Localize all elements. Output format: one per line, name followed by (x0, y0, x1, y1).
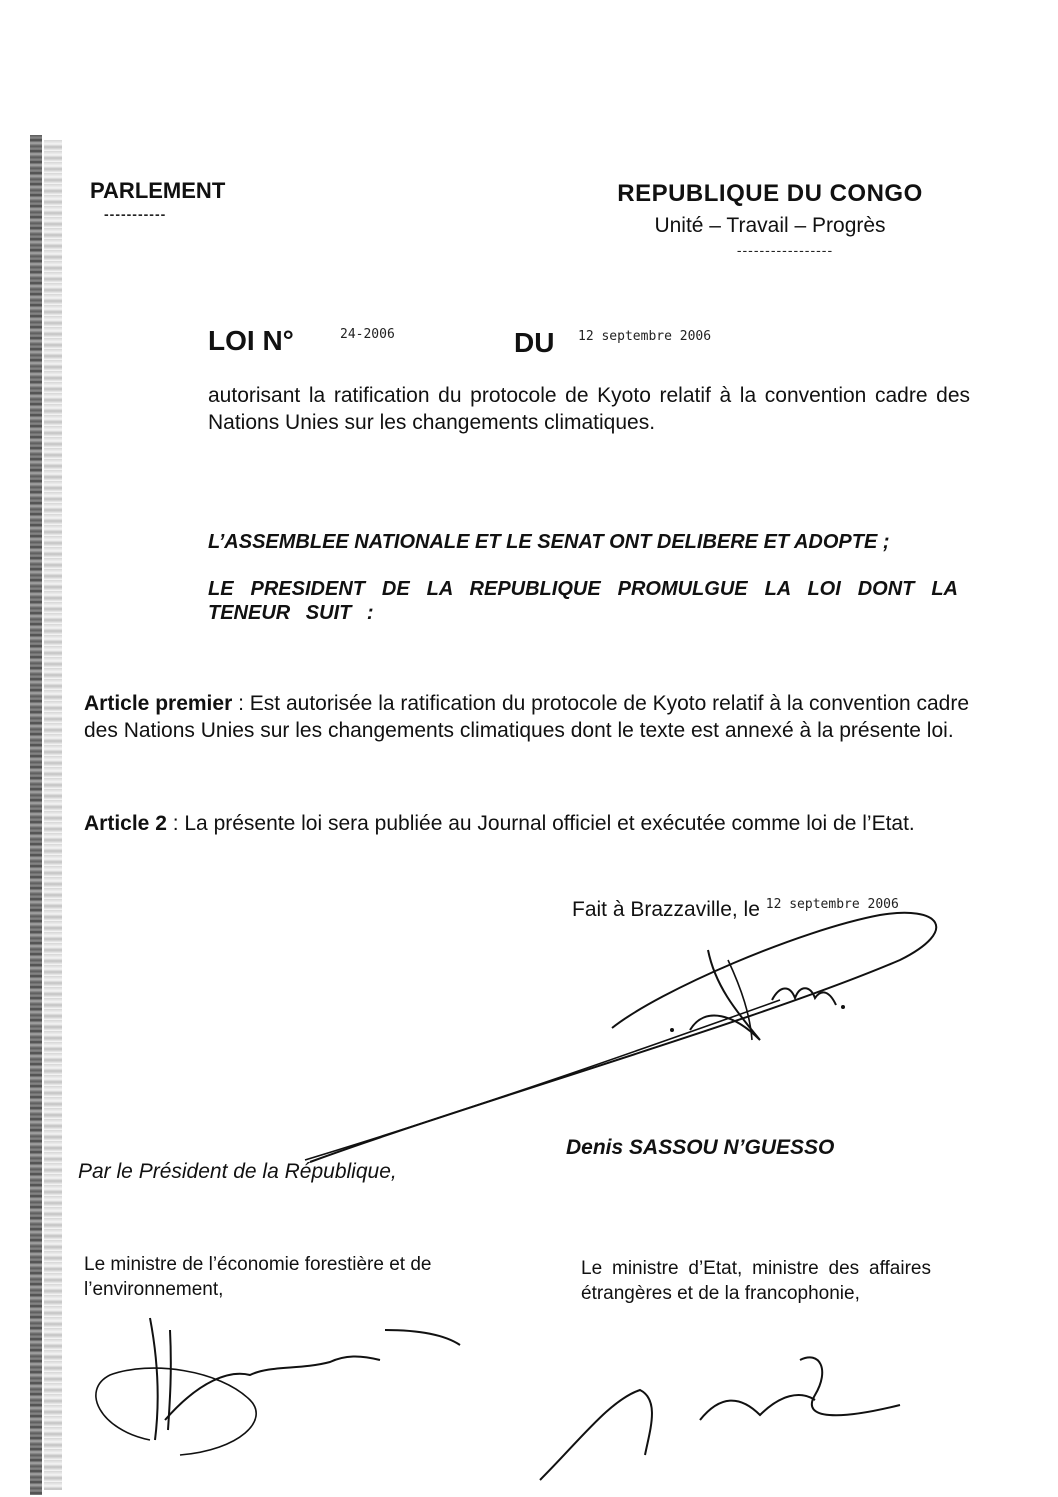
president-name: Denis SASSOU N’GUESSO (566, 1136, 835, 1159)
by-president: Par le Président de la République, (78, 1160, 397, 1183)
article-premier-label: Article premier (84, 692, 233, 715)
article-premier-text: : Est autorisée la ratification du protocole de Kyoto relatif à la convention cadre des Nations Unies sur les changements climatiques dont le texte est annexé à la présente loi. (84, 692, 969, 742)
parlement-title: PARLEMENT (90, 178, 226, 203)
minister-left-title: Le ministre de l’économie forestière et de l’environnement, (84, 1254, 432, 1300)
closing-date: 12 septembre 2006 (765, 897, 899, 912)
minister-right-title: Le ministre d’Etat, ministre des affaires étrangères et de la francophonie, (581, 1258, 931, 1304)
law-du: DU (514, 327, 555, 358)
republique-motto: Unité – Travail – Progrès (654, 214, 886, 237)
republique-title: REPUBLIQUE DU CONGO (617, 180, 923, 207)
republique-dashes: ----------------- (736, 242, 834, 258)
preamble-president: LE PRESIDENT DE LA REPUBLIQUE PROMULGUE LA LOI DONT LA TENEUR SUIT : (208, 578, 958, 624)
closing-place-text: Fait à Brazzaville, le (572, 898, 760, 921)
law-subject: autorisant la ratification du protocole de Kyoto relatif à la convention cadre des Nations Unies sur les changements climatiques. (208, 384, 970, 434)
article-2-label: Article 2 (84, 812, 167, 835)
law-prefix: LOI N° (208, 325, 294, 356)
law-number: 24-2006 (340, 327, 395, 342)
parlement-dashes: ----------- (104, 206, 167, 222)
law-date: 12 septembre 2006 (578, 329, 712, 344)
preamble-assembly: L’ASSEMBLEE NATIONALE ET LE SENAT ONT DELIBERE ET ADOPTE ; (208, 531, 890, 553)
article-2-text: : La présente loi sera publiée au Journal officiel et exécutée comme loi de l’Etat. (166, 812, 915, 835)
